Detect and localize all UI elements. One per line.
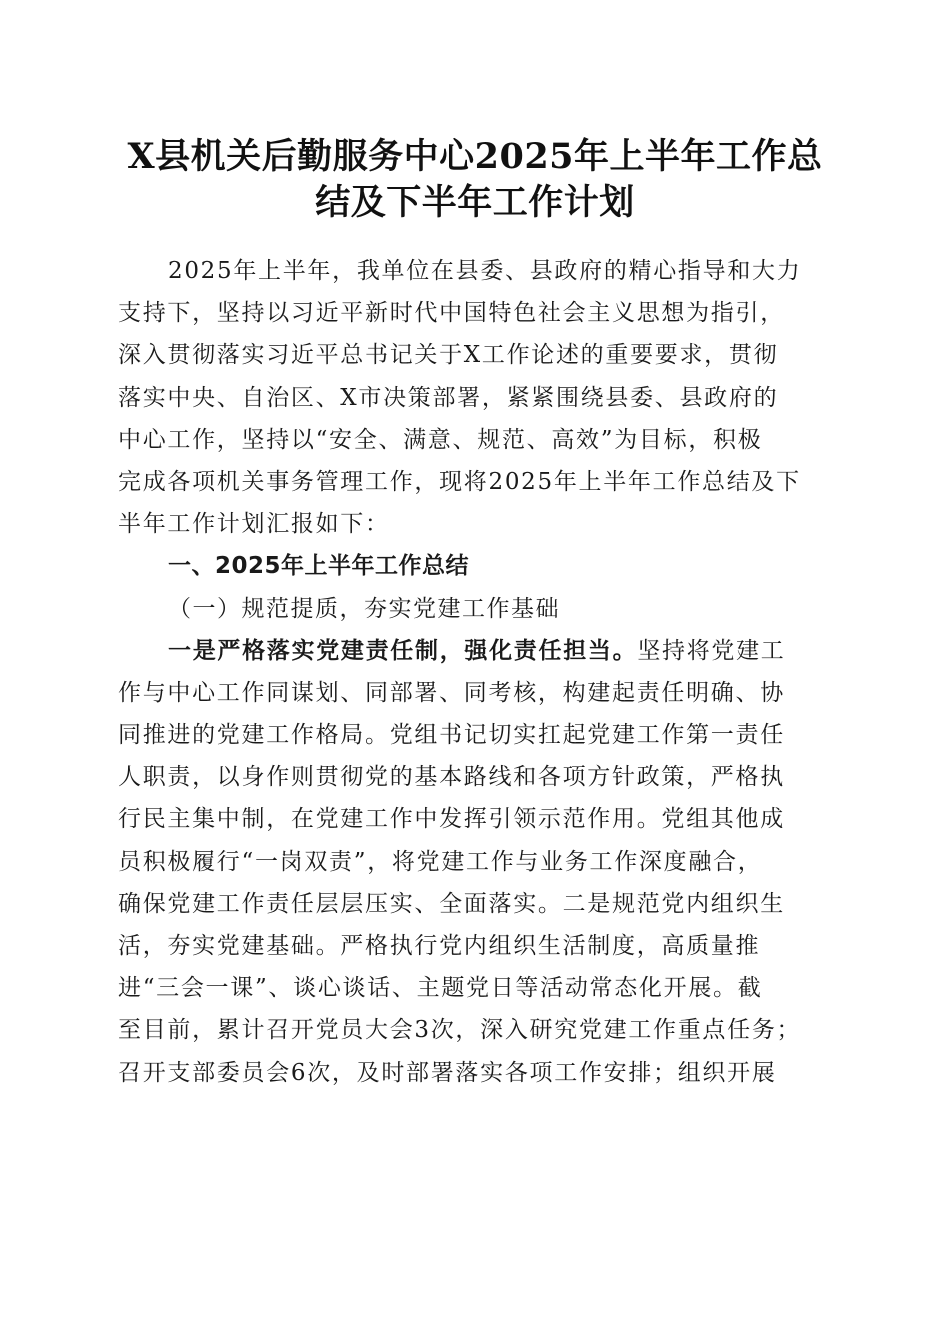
paragraph-line: 活，夯实党建基础。严格执行党内组织生活制度，高质量推: [118, 933, 761, 959]
document-title: [100, 134, 850, 226]
subsection-heading: （一）规范提质，夯实党建工作基础: [168, 595, 560, 622]
title-line-2: 结及下半年工作计划: [315, 182, 635, 223]
title-line-1: X县机关后勤服务中心2025年上半年工作总: [127, 136, 823, 177]
paragraph-line: 召开支部委员会6次，及时部署落实各项工作安排；组织开展: [118, 1059, 777, 1086]
paragraph-first-rest: 坚持将党建工: [637, 637, 786, 664]
intro-line: 落实中央、自治区、X市决策部署，紧紧围绕县委、县政府的: [118, 384, 779, 411]
paragraph-lead: 一是严格落实党建责任制，强化责任担当。: [168, 636, 638, 664]
paragraph-first-line: [118, 630, 838, 672]
paragraph-line: 行民主集中制，在党建工作中发挥引领示范作用。党组其他成: [118, 806, 785, 833]
document-body: [118, 250, 838, 1094]
intro-line: 深入贯彻落实习近平总书记关于X工作论述的重要要求，贯彻: [118, 342, 779, 369]
paragraph-line: 人职责，以身作则贯彻党的基本路线和各项方针政策，严格执: [118, 764, 785, 791]
paragraph-line: 员积极履行“一岗双责”，将党建工作与业务工作深度融合，: [118, 848, 763, 875]
intro-line: 2025年上半年，我单位在县委、县政府的精心指导和大力: [168, 258, 802, 284]
paragraph-line: 同推进的党建工作格局。党组书记切实扛起党建工作第一责任: [118, 722, 785, 749]
intro-line: 半年工作计划汇报如下：: [118, 511, 390, 538]
intro-line: 支持下，坚持以习近平新时代中国特色社会主义思想为指引，: [118, 300, 785, 327]
paragraph-line: 确保党建工作责任层层压实、全面落实。二是规范党内组织生: [118, 890, 785, 917]
paragraph-line: 至目前，累计召开党员大会3次，深入研究党建工作重点任务；: [118, 1017, 802, 1044]
section-heading: 一、2025年上半年工作总结: [168, 553, 470, 580]
intro-line: 中心工作，坚持以“安全、满意、规范、高效”为目标，积极: [118, 426, 763, 453]
paragraph-line: 进“三会一课”、谈心谈话、主题党日等活动常态化开展。截: [118, 975, 763, 1002]
intro-line: 完成各项机关事务管理工作，现将2025年上半年工作总结及下: [118, 468, 801, 495]
paragraph-line: 作与中心工作同谋划、同部署、同考核，构建起责任明确、协: [118, 679, 785, 706]
